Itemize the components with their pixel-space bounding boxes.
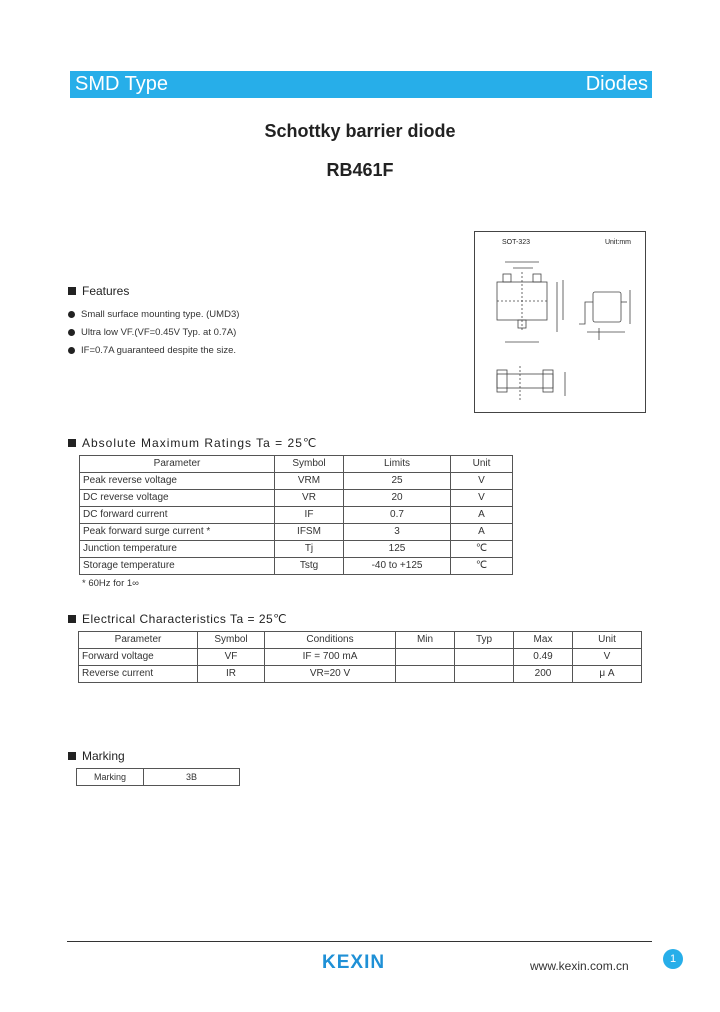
table-row: Reverse current IR VR=20 V 200 μ A [79,666,642,683]
brand-logo: KEXIN [322,952,386,973]
table-row: Peak forward surge current * IFSM 3 A [80,524,513,541]
marking-heading [68,749,125,763]
bullet-square-icon [68,752,76,760]
table-row: Marking 3B [77,769,240,786]
features-list [68,305,239,359]
table-row: DC forward current IF 0.7 A [80,507,513,524]
package-name: SOT-323 [502,239,531,246]
bullet-square-icon [68,439,76,447]
part-number: RB461F [326,160,394,180]
feature-item: Ultra low VF.(VF=0.45V Typ. at 0.7A) [68,323,239,341]
electrical-characteristics-table [78,631,642,683]
table-row: Storage temperature Tstg -40 to +125 ℃ [80,558,513,575]
bullet-square-icon [68,615,76,623]
amr-heading-text: Absolute Maximum Ratings Ta = 25℃ [82,436,318,450]
features-heading-text: Features [82,284,130,298]
header-type: Diodes [585,73,648,95]
table-row: Forward voltage VF IF = 700 mA 0.49 V [79,649,642,666]
amr-heading [68,436,317,450]
package-drawing [474,231,646,413]
header-category: SMD Type [75,73,168,95]
website-link[interactable]: www.kexin.com.cn [530,959,629,973]
feature-item: IF=0.7A guaranteed despite the size. [68,341,239,359]
header-bar [70,71,652,98]
ec-heading [68,612,287,626]
bullet-dot-icon [68,329,75,336]
page-number: 1 [663,949,683,969]
feature-item: Small surface mounting type. (UMD3) [68,305,239,323]
bullet-dot-icon [68,311,75,318]
table-row: DC reverse voltage VR 20 V [80,490,513,507]
package-unit: Unit:mm [604,239,631,246]
bullet-square-icon [68,287,76,295]
ec-heading-text: Electrical Characteristics Ta = 25℃ [82,612,288,626]
page-title: Schottky barrier diode [264,121,456,141]
bullet-dot-icon [68,347,75,354]
marking-table [76,768,240,786]
table-header-row: Parameter Symbol Limits Unit [80,456,513,473]
table-row: Peak reverse voltage VRM 25 V [80,473,513,490]
footnote: * 60Hz for 1∞ [82,578,139,589]
marking-heading-text: Marking [82,749,125,763]
absolute-maximum-ratings-table [79,455,513,575]
table-row: Junction temperature Tj 125 ℃ [80,541,513,558]
footer-divider [67,941,652,942]
features-heading [68,284,129,298]
table-header-row: Parameter Symbol Conditions Min Typ Max Unit [79,632,642,649]
package-outline-icon [475,232,647,414]
